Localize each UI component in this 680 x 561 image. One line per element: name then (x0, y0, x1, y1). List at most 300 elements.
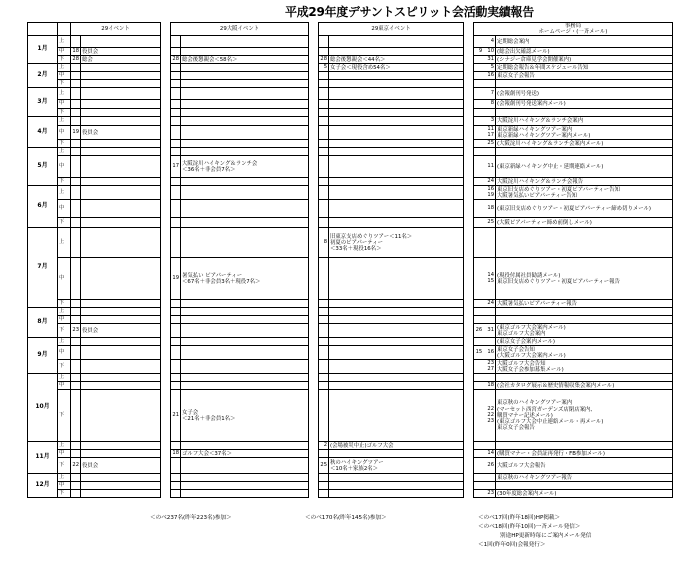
tokyo-day (319, 109, 329, 117)
office-text (496, 316, 673, 324)
column-gap (161, 346, 171, 360)
table-row (28, 474, 673, 482)
osaka-event-text: ゴルフ大会＜37名＞ (181, 450, 309, 458)
period-label: 下 (58, 300, 71, 308)
column-gap (161, 382, 171, 390)
event-day (71, 64, 81, 72)
event-text: 役員会 (81, 458, 161, 474)
tokyo-event-text (329, 109, 464, 117)
tokyo-event-text: 女子会＜現役含め54名＞ (329, 64, 464, 72)
osaka-day (171, 117, 181, 126)
column-gap (161, 156, 171, 178)
osaka-day (171, 186, 181, 200)
column-gap (464, 156, 474, 178)
column-gap (309, 308, 319, 316)
column-gap (309, 56, 319, 64)
osaka-event-text: 大阪淀川ハイキング＆ランチ会 ＜36名＋非会員7名＞ (181, 156, 309, 178)
office-text: (東京ゴルフ大会案内メール) 東京ゴルフ大会案内 (496, 324, 673, 338)
period-label: 下 (58, 360, 71, 374)
event-text (81, 490, 161, 498)
osaka-day (171, 48, 181, 56)
event-day (71, 490, 81, 498)
tokyo-day (319, 100, 329, 109)
osaka-event-text (181, 218, 309, 228)
event-day (71, 109, 81, 117)
osaka-event-text: 総会後懇親会＜58名＞ (181, 56, 309, 64)
column-gap (161, 117, 171, 126)
column-gap (464, 72, 474, 80)
period-label: 中 (58, 482, 71, 490)
osaka-event-text (181, 126, 309, 140)
period-label: 中 (58, 156, 71, 178)
osaka-event-text (181, 100, 309, 109)
period-label: 中 (58, 72, 71, 80)
tokyo-event-text (329, 258, 464, 300)
tokyo-day (319, 338, 329, 346)
column-gap (309, 374, 319, 382)
tokyo-day (319, 316, 329, 324)
osaka-event-text (181, 316, 309, 324)
column-gap (161, 228, 171, 258)
osaka-day (171, 382, 181, 390)
month-label: 11月 (28, 442, 58, 474)
event-day (71, 156, 81, 178)
osaka-day: 28 (172, 55, 179, 62)
event-text (81, 218, 161, 228)
month-label: 6月 (28, 186, 58, 228)
column-gap (309, 382, 319, 390)
column-gap (464, 258, 474, 300)
event-text: 総会 (81, 56, 161, 64)
office-text: (30年度総会案内メール) (496, 490, 673, 498)
column-gap (161, 360, 171, 374)
column-gap (309, 140, 319, 148)
office-text (496, 442, 673, 450)
event-text (81, 360, 161, 374)
office-text (496, 374, 673, 382)
event-day (71, 374, 81, 382)
event-text (81, 374, 161, 382)
event-text (81, 109, 161, 117)
column-gap (161, 308, 171, 316)
column-gap (309, 482, 319, 490)
office-day: 18 (474, 382, 496, 390)
office-text: (会報創刊号発送) (496, 88, 673, 100)
event-day (71, 80, 81, 88)
period-label: 中 (58, 316, 71, 324)
office-text: (東京新緑ハイキング中止・延期連絡メール) (496, 156, 673, 178)
event-text (81, 228, 161, 258)
office-text: 東京旧支店めぐりツアー・初夏ビアパーティー告知 大阪暑気払いビアパーティー告知 (496, 186, 673, 200)
column-gap (161, 88, 171, 100)
table-row (28, 80, 673, 88)
tokyo-day (319, 482, 329, 490)
column-gap (464, 390, 474, 442)
event-day (71, 442, 81, 450)
table-row (28, 200, 673, 218)
header-office-sub: ホームページ・(一斉メール) (538, 29, 608, 36)
column-gap (161, 338, 171, 346)
office-day: 23 27 (474, 360, 496, 374)
column-gap (309, 338, 319, 346)
event-text (81, 442, 161, 450)
period-label: 下 (58, 178, 71, 186)
event-text (81, 186, 161, 200)
column-gap (464, 100, 474, 109)
column-gap (464, 64, 474, 72)
tokyo-event-text (329, 36, 464, 48)
table-row (28, 56, 673, 64)
tokyo-day (319, 156, 329, 178)
office-day: 24 (474, 178, 496, 186)
column-gap (464, 126, 474, 140)
office-summary-hp: ＜のべ17回(昨年18回)HP掲載＞ (478, 515, 561, 521)
column-gap (309, 360, 319, 374)
tokyo-day (319, 200, 329, 218)
event-text (81, 300, 161, 308)
osaka-day (171, 36, 181, 48)
office-day: 7 (474, 88, 496, 100)
event-day (71, 390, 81, 442)
table-row (28, 258, 673, 300)
office-text: 東京秋のハイキングツアー案内 (マーセット西宮ガーデンズ店閉店案内、 購買マナー記述メール) (東京ゴルフ大会中止連絡メール・再メール) 東京女子会報告 (496, 390, 673, 442)
office-day (474, 338, 496, 346)
office-text (496, 308, 673, 316)
office-day: 14 (474, 450, 496, 458)
event-text: 役員会 (81, 324, 161, 338)
office-text: 東京新緑ハイキングツアー案内 東京新緑ハイキングツアー案内メール) (496, 126, 673, 140)
report-table (27, 22, 673, 498)
column-gap (309, 300, 319, 308)
event-text: 役員会 (81, 126, 161, 140)
column-gap (464, 48, 474, 56)
office-text: 大阪淀川ハイキング＆ランチ会報告 (496, 178, 673, 186)
tokyo-event-text (329, 148, 464, 156)
period-label: 下 (58, 80, 71, 88)
osaka-day: 18 (172, 449, 179, 456)
osaka-event-text (181, 374, 309, 382)
tokyo-event-text: 総会後懇親会＜44名＞ (329, 56, 464, 64)
tokyo-day (319, 117, 329, 126)
tokyo-event-text (329, 300, 464, 308)
tokyo-event-text (329, 140, 464, 148)
column-gap (464, 346, 474, 360)
osaka-day (171, 458, 181, 474)
event-text (81, 482, 161, 490)
column-gap (309, 156, 319, 178)
table-row (28, 458, 673, 474)
event-text (81, 308, 161, 316)
osaka-event-text (181, 382, 309, 390)
tokyo-day: 5 (319, 64, 329, 72)
event-text (81, 200, 161, 218)
event-text (81, 36, 161, 48)
table-row (28, 324, 673, 338)
osaka-day: 19 (171, 258, 181, 300)
tokyo-event-text (329, 390, 464, 442)
column-gap (161, 126, 171, 140)
office-text: 大阪ゴルフ大会告知 大阪女子会参加募集メール) (496, 360, 673, 374)
tokyo-day (319, 324, 329, 338)
osaka-day (171, 474, 181, 482)
column-gap (464, 324, 474, 338)
tokyo-day (319, 36, 329, 48)
office-text: (総会出欠確認メール) (496, 48, 673, 56)
page-title: 平成29年度デサントスピリット会活動実績報告 (285, 5, 534, 19)
tokyo-event-text (329, 200, 464, 218)
event-text (81, 390, 161, 442)
office-day (474, 228, 496, 258)
header-tokyo29: 29東京イベント (319, 23, 464, 36)
tokyo-total: ＜のべ170名(昨年145名)参加＞ (305, 515, 387, 521)
column-gap (309, 228, 319, 258)
tokyo-event-text (329, 308, 464, 316)
column-gap (161, 109, 171, 117)
office-day (474, 474, 496, 482)
column-gap (464, 442, 474, 450)
table-row (28, 140, 673, 148)
osaka-day: 17 (171, 156, 181, 178)
period-label: 下 (58, 324, 71, 338)
table-row (28, 360, 673, 374)
osaka-day (171, 374, 181, 382)
event-day: 22 (71, 458, 81, 474)
osaka-day (171, 109, 181, 117)
column-gap (309, 458, 319, 474)
tokyo-day (319, 126, 329, 140)
osaka-day (171, 88, 181, 100)
period-label: 上 (58, 228, 71, 258)
period-label: 上 (58, 148, 71, 156)
column-gap (161, 474, 171, 482)
period-label: 下 (58, 56, 71, 64)
event-text (81, 338, 161, 346)
tokyo-event-text (329, 360, 464, 374)
table-row (28, 228, 673, 258)
table-row (28, 338, 673, 346)
table-row (28, 442, 673, 450)
event-day: 18 (72, 47, 79, 54)
month-label: 3月 (28, 88, 58, 117)
tokyo-event-text (329, 80, 464, 88)
period-label: 上 (58, 117, 71, 126)
office-text: 定期総会案内 (496, 36, 673, 48)
tokyo-event-text (329, 490, 464, 498)
column-gap (309, 218, 319, 228)
column-gap (464, 360, 474, 374)
period-label: 上 (58, 36, 71, 48)
osaka-event-text (181, 140, 309, 148)
event-text (81, 316, 161, 324)
column-gap (464, 482, 474, 490)
column-gap (309, 390, 319, 442)
period-label: 中 (58, 48, 71, 56)
table-row (28, 374, 673, 382)
osaka-day (171, 482, 181, 490)
tokyo-day (319, 148, 329, 156)
event-day (71, 36, 81, 48)
office-day: 23 (474, 490, 496, 498)
column-gap (464, 56, 474, 64)
column-gap (161, 374, 171, 382)
period-label: 中 (58, 100, 71, 109)
osaka-day (171, 346, 181, 360)
office-text: (シナジー倉庫見学会開催案内) (496, 56, 673, 64)
osaka-event-text (181, 474, 309, 482)
column-gap (464, 109, 474, 117)
table-row (28, 64, 673, 72)
office-text: 大阪ゴルフ大会報告 (496, 458, 673, 474)
office-text: 東京女子会報告 (496, 72, 673, 80)
office-day: 22 22 23 (474, 390, 496, 442)
column-gap (464, 316, 474, 324)
period-label: 下 (58, 490, 71, 498)
tokyo-day (319, 346, 329, 360)
osaka-event-text (181, 88, 309, 100)
period-label: 中 (58, 450, 71, 458)
office-day: 9 10 (474, 48, 496, 56)
header-office (474, 23, 673, 36)
osaka-event-text: 女子会 ＜21名＋非会員1名＞ (181, 390, 309, 442)
osaka-day (171, 316, 181, 324)
event-text (81, 80, 161, 88)
event-day (71, 346, 81, 360)
osaka-event-text (181, 117, 309, 126)
tokyo-day (319, 140, 329, 148)
tokyo-event-text (329, 72, 464, 80)
office-text: (東京女子会案内メール) (496, 338, 673, 346)
event-day (71, 88, 81, 100)
column-gap (309, 64, 319, 72)
column-gap (161, 36, 171, 48)
tokyo-event-text (329, 126, 464, 140)
month-label: 1月 (28, 36, 58, 64)
column-gap (161, 100, 171, 109)
osaka-day (171, 140, 181, 148)
tokyo-event-text (329, 474, 464, 482)
office-text: (大阪淀川ハイキング＆ランチ会案内メール) (496, 140, 673, 148)
event-day (71, 338, 81, 346)
period-label: 中 (58, 382, 71, 390)
office-summary-newsletter: ＜1回(昨年0回)会報発行＞ (478, 542, 546, 548)
osaka-event-text (181, 360, 309, 374)
event-text (81, 88, 161, 100)
osaka-event-text (181, 178, 309, 186)
column-gap (161, 56, 171, 64)
osaka-day (171, 300, 181, 308)
office-text: (購買マナー・会員証再発行・FB参加メール) (496, 450, 673, 458)
table-row (28, 346, 673, 360)
tokyo-event-text (329, 48, 464, 56)
office-text (496, 148, 673, 156)
osaka-event-text (181, 72, 309, 80)
event-text (81, 72, 161, 80)
tokyo-event-text: (会場被災中止)ゴルフ大会 (329, 442, 464, 450)
osaka-event-text (181, 200, 309, 218)
office-day: 26 (474, 458, 496, 474)
event-day (71, 482, 81, 490)
office-day: 11 (474, 156, 496, 178)
tokyo-day (319, 88, 329, 100)
office-text: (会報創刊号発送案内メール) (496, 100, 673, 109)
tokyo-day (319, 382, 329, 390)
osaka-day: 21 (171, 390, 181, 442)
column-gap (309, 258, 319, 300)
period-label: 上 (58, 88, 71, 100)
event-day (71, 300, 81, 308)
event-day (71, 100, 81, 109)
table-row (28, 36, 673, 48)
column-gap (161, 48, 171, 56)
column-gap (464, 88, 474, 100)
osaka-event-text (181, 490, 309, 498)
osaka-total: ＜のべ237名(昨年223名)参加＞ (150, 515, 232, 521)
column-gap (309, 48, 319, 56)
office-day: 11 17 (474, 126, 496, 140)
header-office-title: 事務局 (564, 23, 582, 29)
osaka-event-text (181, 80, 309, 88)
table-row (28, 117, 673, 126)
osaka-day (171, 308, 181, 316)
event-day (71, 178, 81, 186)
table-row (28, 109, 673, 117)
column-gap (309, 178, 319, 186)
osaka-event-text (181, 64, 309, 72)
tokyo-day (319, 474, 329, 482)
osaka-day (171, 72, 181, 80)
column-gap (309, 450, 319, 458)
period-label: 上 (58, 64, 71, 72)
column-gap (464, 36, 474, 48)
office-day: 16 19 (474, 186, 496, 200)
event-text (81, 382, 161, 390)
column-gap (309, 346, 319, 360)
table-row (28, 490, 673, 498)
event-day (71, 474, 81, 482)
tokyo-day (319, 72, 329, 80)
month-label: 5月 (28, 148, 58, 186)
office-day (474, 308, 496, 316)
osaka-event-text (181, 338, 309, 346)
tokyo-day (319, 48, 329, 56)
table-row (28, 72, 673, 80)
column-gap (464, 117, 474, 126)
column-gap (161, 178, 171, 186)
month-label: 9月 (28, 338, 58, 374)
tokyo-day: 8 (319, 228, 329, 258)
column-gap (309, 72, 319, 80)
event-day: 28 (72, 55, 79, 62)
event-day (71, 200, 81, 218)
event-day (71, 360, 81, 374)
column-gap (464, 474, 474, 482)
tokyo-event-text (329, 450, 464, 458)
column-gap (161, 316, 171, 324)
table-row (28, 48, 673, 56)
table-row (28, 450, 673, 458)
osaka-event-text (181, 324, 309, 338)
table-row (28, 316, 673, 324)
month-label: 8月 (28, 308, 58, 338)
table-row (28, 126, 673, 140)
event-day (71, 72, 81, 80)
osaka-day (171, 64, 181, 72)
table-row (28, 88, 673, 100)
tokyo-day (319, 450, 329, 458)
period-label: 下 (58, 109, 71, 117)
period-label: 上 (58, 374, 71, 382)
osaka-day (171, 360, 181, 374)
